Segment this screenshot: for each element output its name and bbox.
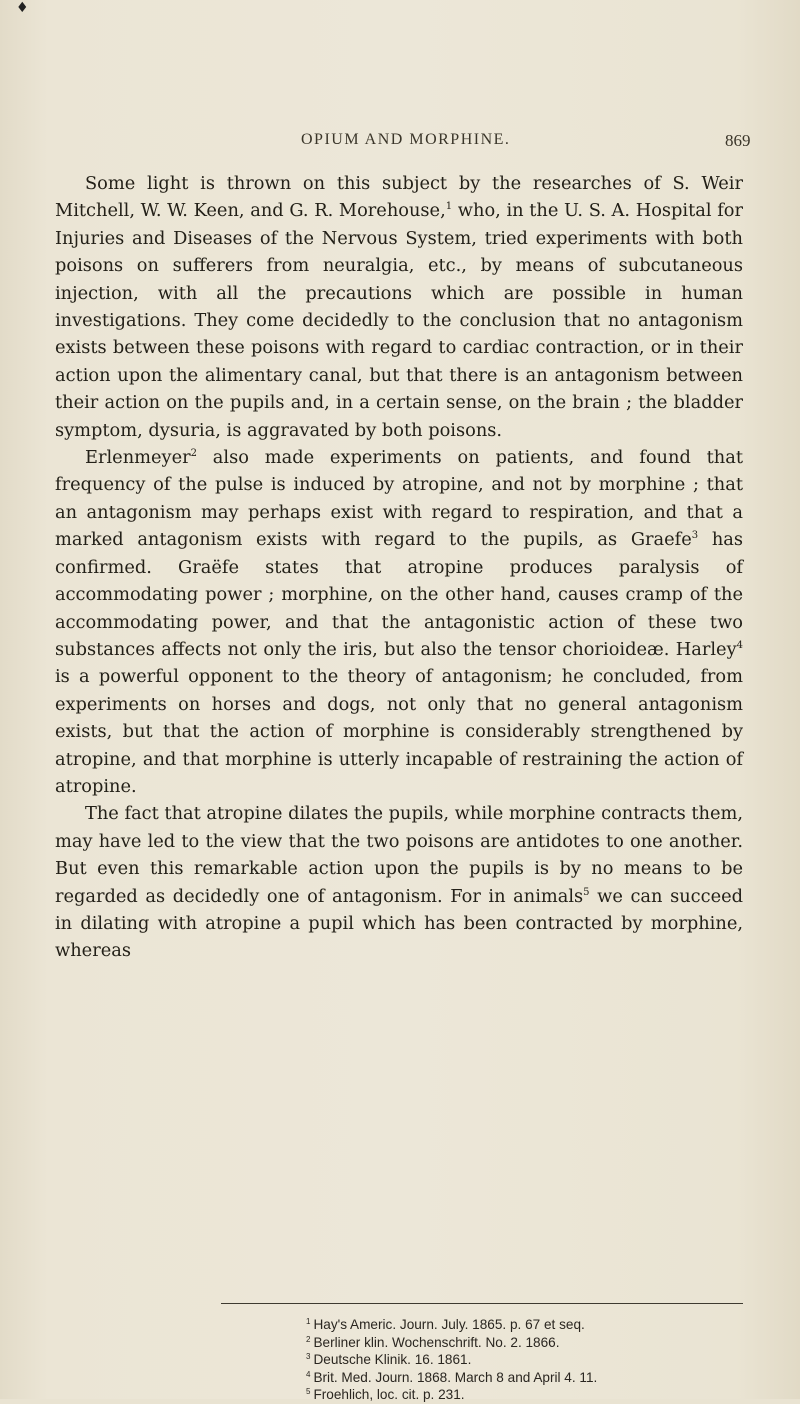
text-run: who, in the U. S. A. Hospital for Injuries and Diseases of the Nervous System, tried experiments with both poisons on sufferers from neuralgia, etc., by means of subcutaneous injection, with all the precautions which are possible in human investigations. They come decidedly to the conclusion that no antagonism exists between these poisons with regard to cardiac contraction, or in their action upon the alimentary canal, but that there is an antagonism between their action on the pupils and, in a certain sense, on the brain ; the bladder symptom, dysuria, is aggravated by both poisons. bbox=[55, 200, 743, 441]
text-run: also made experiments on patients, and found that frequency of the pulse is induced by atropine, and not by morphine ; that an antagonism may perhaps exist with regard to respiration, and that a marked antagonism exists with regard to the pupils, as Graefe bbox=[55, 447, 743, 551]
footnote-mark: 1 bbox=[306, 1317, 311, 1326]
body-text bbox=[55, 170, 743, 965]
footnote-mark: 4 bbox=[306, 1369, 311, 1379]
text-run: we can succeed in dilating with atropine a pupil which has been contracted by morphine, whereas bbox=[55, 885, 743, 962]
footnote-ref: 1 bbox=[445, 201, 453, 213]
running-head: OPIUM AND MORPHINE. bbox=[301, 131, 511, 148]
text-run: is a powerful opponent to the theory of antagonism; he concluded, from experiments on horses and dogs, not only that no general antagonism exists, but that the action of morphine is considerably strengthened by atropine, and that morphine is utterly incapable of restraining the action of atropine. bbox=[55, 666, 743, 797]
footnote-ref: 3 bbox=[691, 530, 699, 542]
footnote-ref: 5 bbox=[583, 886, 590, 898]
footnote-divider bbox=[221, 1303, 743, 1304]
footnote bbox=[306, 1369, 766, 1387]
paragraph bbox=[55, 444, 743, 800]
page-number: 869 bbox=[725, 131, 751, 150]
footnote-text: Brit. Med. Journ. 1868. March 8 and April 4. 11. bbox=[313, 1369, 598, 1385]
footnote bbox=[306, 1351, 766, 1369]
text-run: Some light is thrown on this subject by the researches of S. Weir Mitchell, W. W. Keen, and G. R. Morehouse, bbox=[55, 173, 743, 222]
text-run: has confirmed. Graëfe states that atropine produces paralysis of accommodating power ; morphine, on the other hand, causes cramp of the accommodating power, and that the antagonistic action of these two substances affects not only the iris, but also the tensor chorioideæ. Harley bbox=[55, 529, 743, 660]
footnotes bbox=[306, 1316, 766, 1404]
text-run: The fact that atropine dilates the pupils, while morphine contracts them, may have led to the view that the two poisons are antidotes to one another. But even this remarkable action upon the pupils is by no means to be regarded as decidedly one of antagonism. For in animals bbox=[55, 803, 743, 907]
footnote-mark: 2 bbox=[306, 1334, 311, 1344]
text-run: Erlenmeyer bbox=[85, 447, 191, 469]
footnote-text: Hay's Americ. Journ. July. 1865. p. 67 et seq. bbox=[313, 1317, 585, 1332]
footnote-mark: 3 bbox=[306, 1352, 311, 1362]
paragraph bbox=[55, 170, 743, 444]
footnote bbox=[306, 1316, 766, 1334]
page-header bbox=[0, 131, 800, 155]
corner-mark: ♦ bbox=[16, 0, 29, 16]
footnote-text: Froehlich, loc. cit. p. 231. bbox=[313, 1387, 465, 1403]
footnote-text: Berliner klin. Wochenschrift. No. 2. 1866. bbox=[313, 1334, 560, 1350]
footnote bbox=[306, 1386, 766, 1404]
footnote-text: Deutsche Klinik. 16. 1861. bbox=[313, 1352, 472, 1368]
footnote-ref: 2 bbox=[190, 448, 197, 460]
paragraph bbox=[55, 800, 743, 964]
footnote-mark: 5 bbox=[306, 1387, 311, 1397]
footnote-ref: 4 bbox=[736, 639, 743, 651]
footnote bbox=[306, 1334, 766, 1352]
